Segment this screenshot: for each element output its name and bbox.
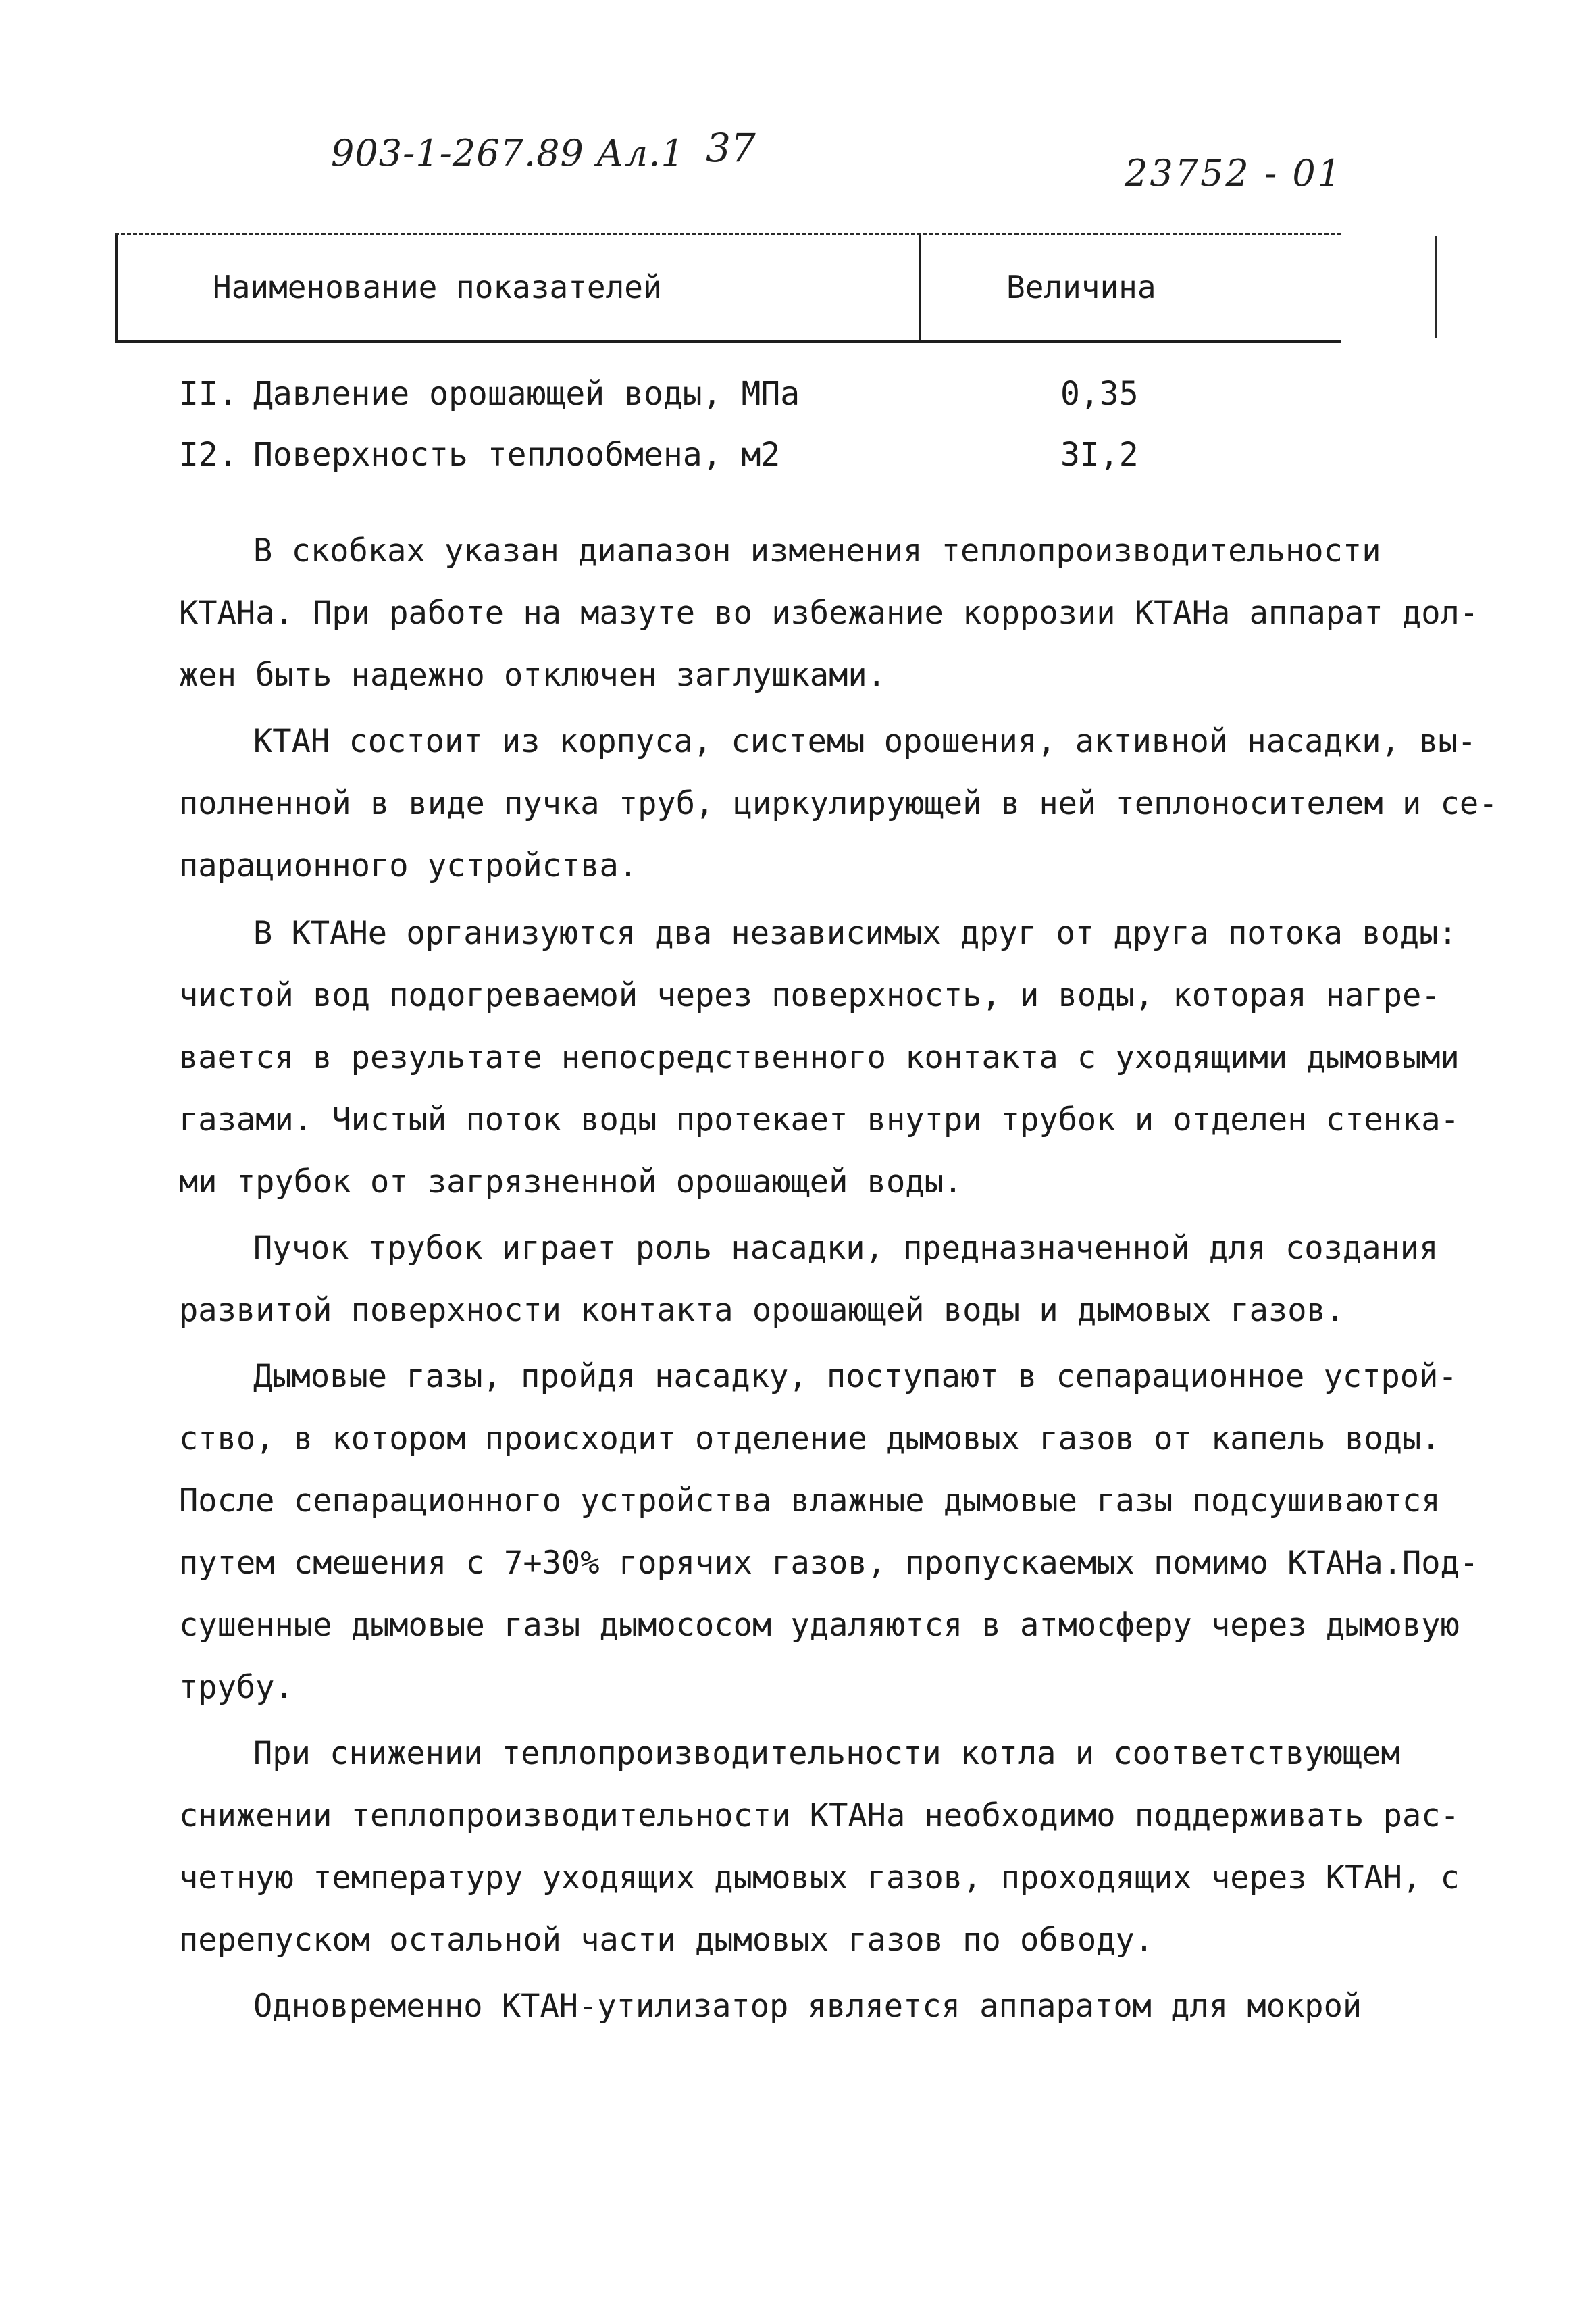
text-line: парационного устройства.: [179, 847, 638, 884]
text-line: В КТАНе организуются два независимых друг от друга потока воды:: [253, 915, 1458, 952]
row-number: II.: [179, 375, 238, 413]
text-line: ми трубок от загрязненной орошающей воды.: [179, 1163, 963, 1201]
row-label: Давление орошающей воды, МПа: [253, 375, 800, 413]
text-line: КТАНа. При работе на мазуте во избежание коррозии КТАНа аппарат дол-: [179, 595, 1479, 632]
table-column-divider: [919, 235, 921, 340]
text-line: вается в результате непосредственного контакта с уходящими дымовыми: [179, 1039, 1460, 1076]
row-label: Поверхность теплообмена, м2: [253, 436, 781, 474]
table-left-border: [115, 235, 118, 340]
text-line: перепуском остальной части дымовых газов по обводу.: [179, 1921, 1154, 1959]
text-line: газами. Чистый поток воды протекает внутри трубок и отделен стенка-: [179, 1101, 1460, 1138]
text-line: сушенные дымовые газы дымососом удаляются в атмосферу через дымовую: [179, 1607, 1460, 1644]
text-line: Дымовые газы, пройдя насадку, поступают в сепарационное устрой-: [253, 1358, 1458, 1395]
document-number: 903-1-267.89 Ал.1: [331, 132, 685, 174]
text-line: чистой вод подогреваемой через поверхность, и воды, которая нагре-: [179, 977, 1441, 1014]
column-header-name: Наименование показателей: [213, 269, 662, 305]
text-line: снижении теплопроизводительности КТАНа необходимо поддерживать рас-: [179, 1797, 1460, 1834]
page-number: 37: [706, 125, 756, 171]
text-line: Пучок трубок играет роль насадки, предназначенной для создания: [253, 1230, 1439, 1267]
text-line: путем смешения с 7+30% горячих газов, пропускаемых помимо КТАНа.Под-: [179, 1544, 1479, 1582]
text-line: КТАН состоит из корпуса, системы орошения, активной насадки, вы-: [253, 723, 1476, 760]
text-line: В скобках указан диапазон изменения теплопроизводительности: [253, 532, 1381, 570]
text-line: ство, в котором происходит отделение дымовых газов от капель воды.: [179, 1420, 1441, 1457]
text-line: трубу.: [179, 1669, 294, 1706]
text-line: При снижении теплопроизводительности котла и соответствующем: [253, 1735, 1400, 1772]
text-line: Одновременно КТАН-утилизатор является аппаратом для мокрой: [253, 1988, 1362, 2025]
row-number: I2.: [179, 436, 238, 474]
table-header: [115, 233, 1341, 343]
text-line: развитой поверхности контакта орошающей воды и дымовых газов.: [179, 1292, 1345, 1329]
text-line: четную температуру уходящих дымовых газов, проходящих через КТАН, с: [179, 1859, 1460, 1896]
row-value: 0,35: [1060, 375, 1139, 413]
text-line: жен быть надежно отключен заглушками.: [179, 657, 886, 694]
text-line: После сепарационного устройства влажные дымовые газы подсушиваются: [179, 1482, 1441, 1519]
text-line: полненной в виде пучка труб, циркулирующей в ней теплоносителем и се-: [179, 785, 1498, 822]
table-right-border: [1435, 236, 1437, 338]
column-header-value: Величина: [1006, 269, 1156, 305]
document-code: 23752 - 01: [1125, 152, 1343, 195]
row-value: 3I,2: [1060, 436, 1139, 474]
